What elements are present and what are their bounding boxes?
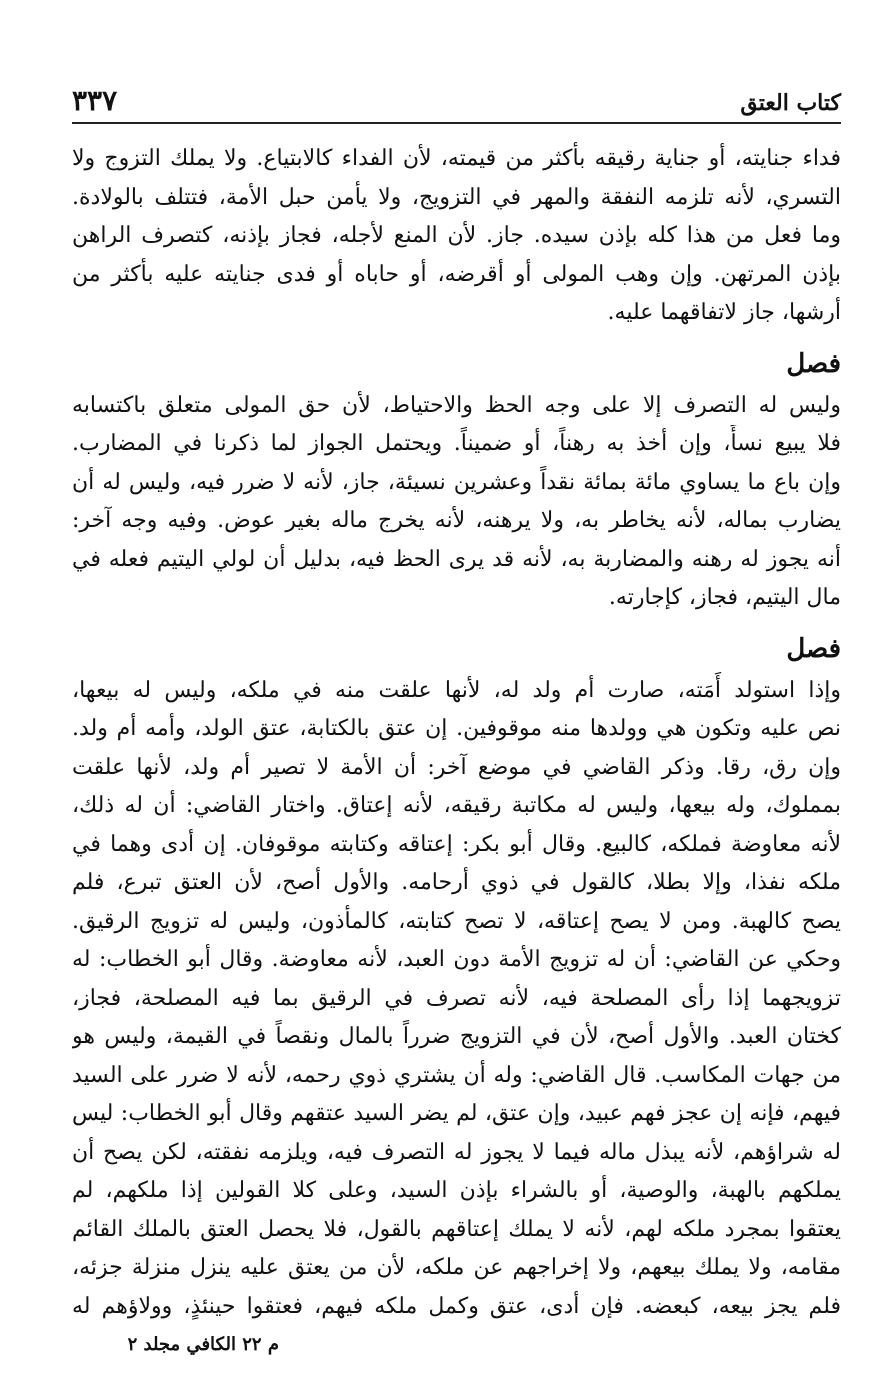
text-line: وإن باع ما يساوي مائة بمائة نقداً وعشرين نسيئة، جاز، لأنه لا ضرر فيه، وليس له أن: [72, 469, 841, 495]
paragraph-2: [72, 387, 841, 618]
text-line: لأنه معاوضة فملكه، كالبيع. وقال أبو بكر: إعتاقه وكتابته موقوفان. إن أدى وهما في: [72, 831, 841, 857]
text-line: فداء جنايته، أو جناية رقيقه بأكثر من قيمته، لأن الفداء كالابتياع. ولا يملك التزوج ولا: [72, 146, 841, 171]
text-line: فيهم، فإنه إن عجز فهم عبيد، وإن عتق، لم يضر السيد عتقهم وقال أبو الخطاب: ليس: [72, 1101, 841, 1126]
signature-mark: م ٢٢ الكافي مجلد ٢: [127, 1334, 279, 1355]
text-line: يملكهم بالهبة، والوصية، أو بالشراء بإذن السيد، وعلى كلا القولين إذا ملكهم، لم: [72, 1178, 841, 1203]
page-header: [72, 76, 841, 124]
text-line: التسري، لأنه تلزمه النفقة والمهر في التزويج، ولا يأمن حبل الأمة، فتتلف بالولادة.: [72, 184, 841, 210]
paragraph-3: [72, 672, 841, 1327]
text-line: يعتقوا بمجرد ملكه لهم، لأنه لا يملك إعتاقهم بالقول، فلا يحصل العتق بالملك القائم: [72, 1216, 841, 1242]
text-line: أرشها، جاز لاتفاقهما عليه.: [607, 300, 841, 325]
text-line: نص عليه وتكون هي وولدها منه موقوفين. إن عتق بالكتابة، عتق الولد، وأمه أم ولد.: [72, 716, 841, 741]
text-line: مال اليتيم، فجاز، كإجارته.: [608, 585, 841, 610]
text-line: له شراؤهم، لأنه يبذل ماله فيما لا يجوز له التصرف فيه، ويلزمه نفقته، لكن يصح أن: [72, 1139, 841, 1165]
text-line: من جهات المكاسب. قال القاضي: وله أن يشتري ذوي رحمه، لأنه لا ضرر على السيد: [72, 1062, 841, 1088]
text-line: تزويجهما إذا رأى المصلحة فيه، لأنه تصرف في الرقيق بما فيه المصلحة، فجاز،: [72, 985, 841, 1011]
text-line: كختان العبد. والأول أصح، لأن في التزويج ضرراً بالمال ونقصاً في القيمة، وليس هو: [72, 1024, 841, 1049]
text-line: مقامه، ولا يملك بيعهم، ولا إخراجهم عن ملكه، لأن من يعتق عليه ينزل منزلة جزئه،: [72, 1255, 841, 1280]
page-number: ٣٣٧: [72, 84, 118, 117]
text-line: يصح كالهبة. ومن لا يصح إعتاقه، لا تصح كتابته، كالمأذون، وليس له تزويج الرقيق.: [72, 908, 841, 934]
text-line: يضارب بماله، لأنه يخاطر به، ولا يرهنه، لأنه يخرج ماله بغير عوض. وفيه وجه آخر:: [72, 508, 841, 533]
text-line: وما فعل من هذا كله بإذن سيده. جاز. لأن المنع لأجله، فجاز بإذنه، كتصرف الراهن: [72, 223, 841, 248]
text-line: بإذن المرتهن. وإن وهب المولى أو أقرضه، أو حاباه أو فدى جنايته عليه بأكثر من: [72, 261, 841, 287]
paragraph-1: [72, 140, 841, 333]
text-line: وإن رق، رقا. وذكر القاضي في موضع آخر: أن الأمة لا تصير أم ولد، لأنها علقت: [72, 754, 841, 780]
section-heading: فصل: [786, 633, 841, 664]
text-line: بمملوك، وله بيعها، وليس له مكاتبة رقيقه، لأنه إعتاق. واختار القاضي: أن له ذلك،: [72, 793, 841, 818]
text-line: وحكي عن القاضي: أن له تزويج الأمة دون العبد، لأنه معاوضة. وقال أبو الخطاب: له: [72, 947, 841, 972]
text-line: أنه يجوز له رهنه والمضاربة به، لأنه قد يرى الحظ فيه، بدليل أن لولي اليتيم فعله في: [72, 546, 841, 572]
running-title: كتاب العتق: [740, 90, 841, 116]
section-heading: فصل: [786, 348, 841, 379]
text-line: فلم يجز بيعه، كبعضه. فإن أدى، عتق وكمل ملكه فيهم، فعتقوا حينئذٍ، وولاؤهم له: [72, 1293, 841, 1319]
text-line: وإذا استولد أَمَته، صارت أم ولد له، لأنها علقت منه في ملكه، وليس له بيعها،: [72, 677, 841, 703]
text-line: ملكه نفذا، وإلا بطلا، كالقول في ذوي أرحامه. والأول أصح، لأن العتق تبرع، فلم: [72, 870, 841, 895]
text-line: وليس له التصرف إلا على وجه الحظ والاحتياط، لأن حق المولى متعلق باكتسابه: [72, 392, 841, 418]
text-line: فلا يبيع نسأً، وإن أخذ به رهناً، أو ضميناً. ويحتمل الجواز لما ذكرنا في المضارب.: [72, 431, 841, 456]
page-body: [72, 140, 841, 1326]
